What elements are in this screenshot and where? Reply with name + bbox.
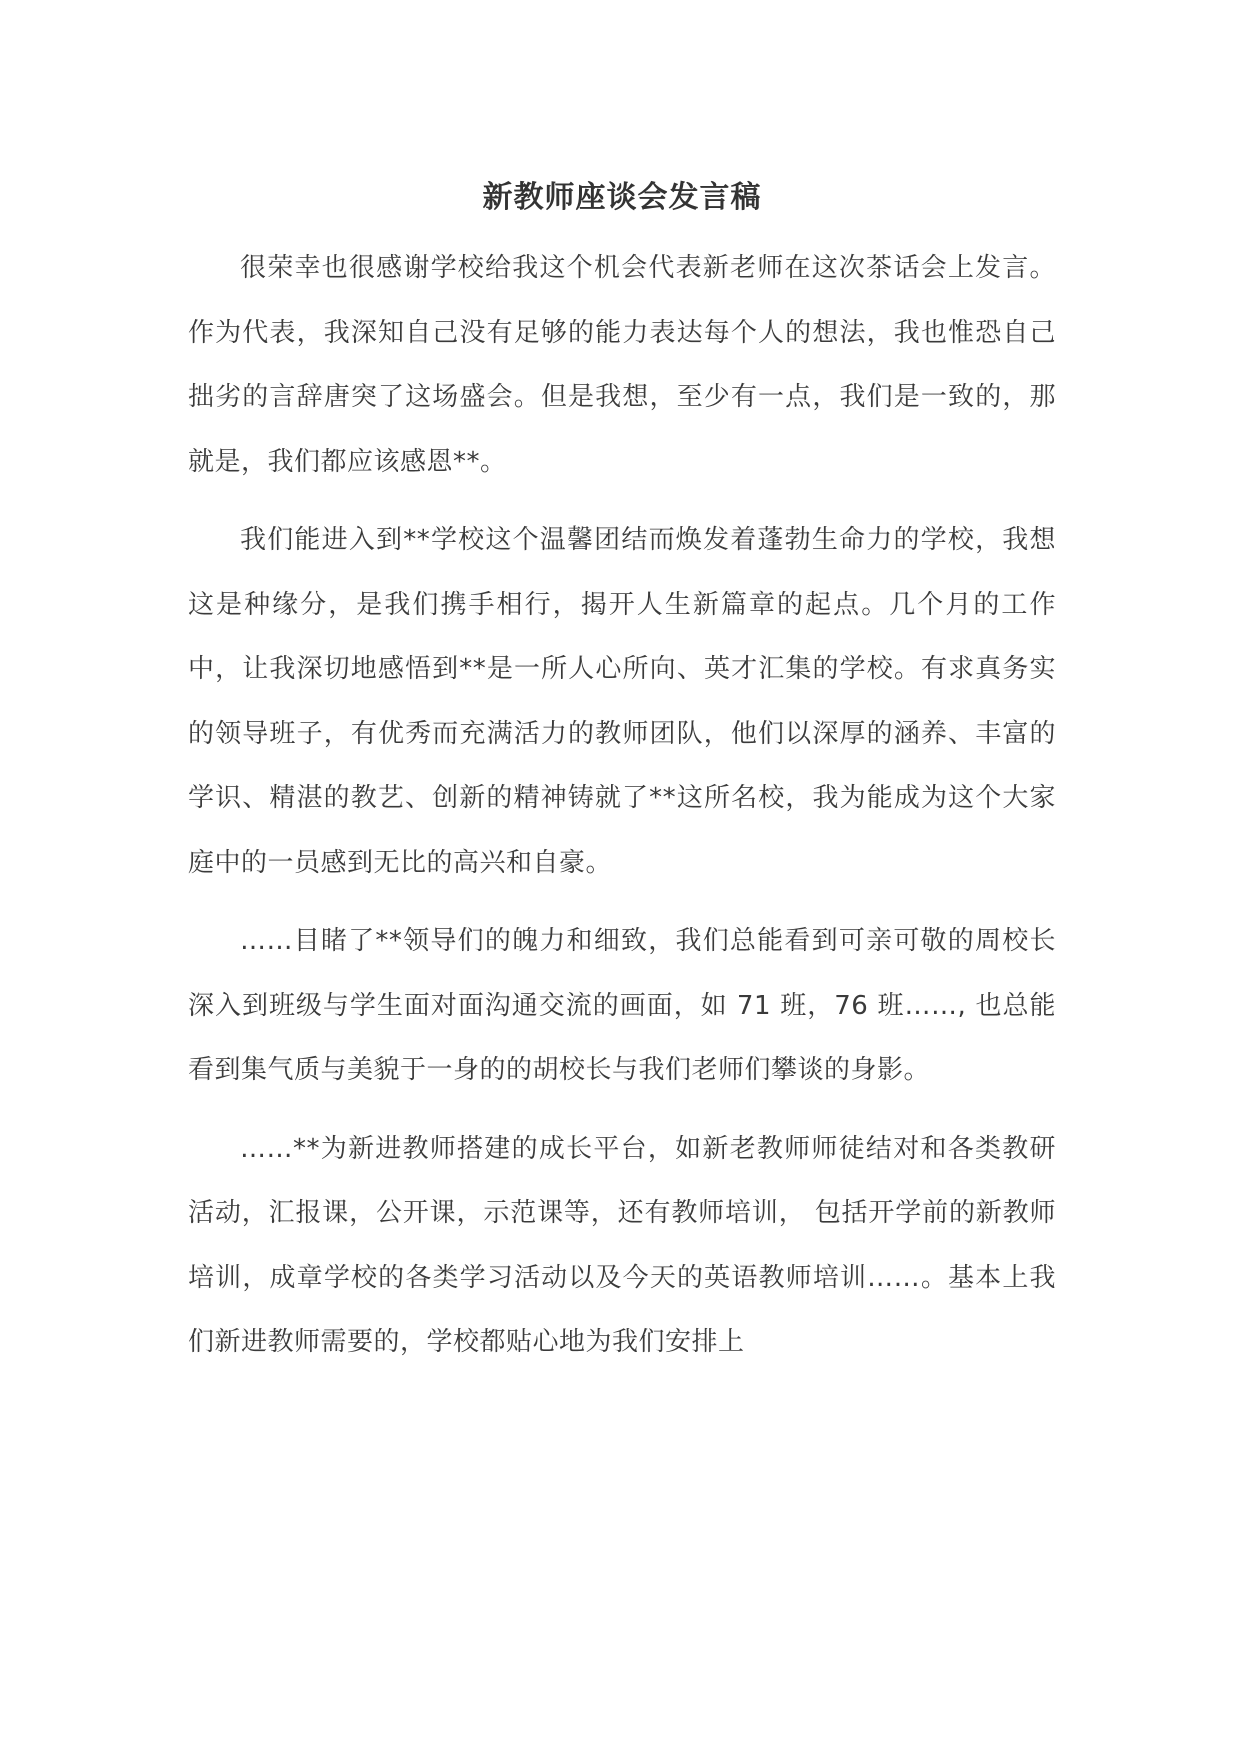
document-title: 新教师座谈会发言稿: [482, 180, 762, 215]
paragraph-1: 很荣幸也很感谢学校给我这个机会代表新老师在这次茶话会上发言。作为代表，我深知自己没有足够的能力表达每个人的想法，我也惟恐自己拙劣的言辞唐突了这场盛会。但是我想，至少有一点，我们是一致的，那就是，我们都应该感恩**。: [188, 253, 1056, 477]
paragraph-3: ……目睹了**领导们的魄力和细致，我们总能看到可亲可敬的周校长深入到班级与学生面对面沟通交流的画面，如 71 班，76 班……, 也总能看到集气质与美貌于一身的的胡校长与我们老师们攀谈的身影。: [188, 926, 1056, 1085]
paragraph-2: 我们能进入到**学校这个温馨团结而焕发着蓬勃生命力的学校，我想这是种缘分，是我们携手相行，揭开人生新篇章的起点。几个月的工作中，让我深切地感悟到**是一所人心所向、英才汇集的学校。有求真务实的领导班子，有优秀而充满活力的教师团队，他们以深厚的涵养、丰富的学识、精湛的教艺、创新的精神铸就了**这所名校，我为能成为这个大家庭中的一员感到无比的高兴和自豪。: [188, 525, 1056, 878]
document-page: [188, 168, 1056, 1389]
paragraph-4: ……**为新进教师搭建的成长平台，如新老教师师徒结对和各类教研活动，汇报课，公开课，示范课等，还有教师培训， 包括开学前的新教师培训，成章学校的各类学习活动以及今天的英语教师培训……。基本上我们新进教师需要的，学校都贴心地为我们安排上: [188, 1133, 1056, 1357]
